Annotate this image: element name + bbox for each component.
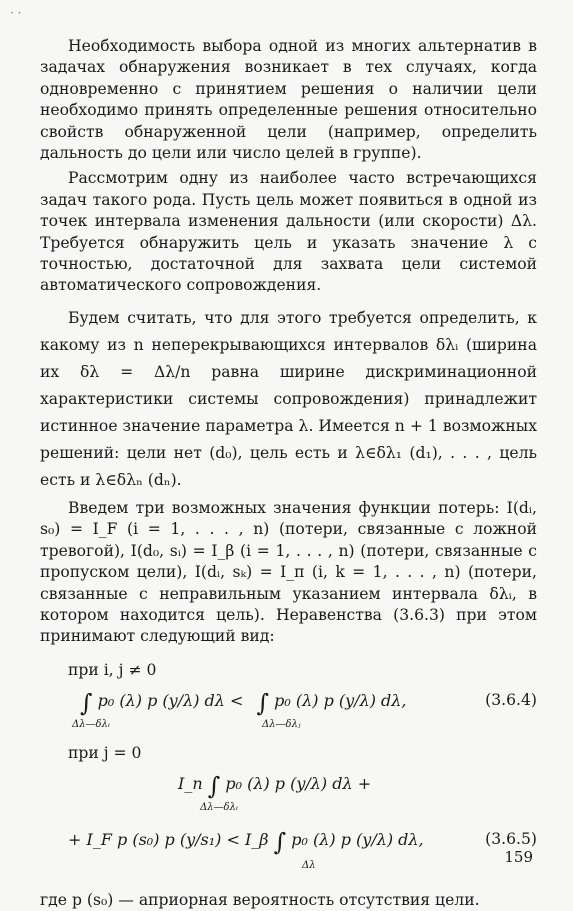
equation-3-6-5-line-2 [40, 820, 537, 876]
closing-line: где p (s₀) — априорная вероятность отсутствия цели. [40, 890, 480, 909]
equation-number-3-6-4: (3.6.4) [485, 690, 537, 709]
paragraph-4: Введем три возможных значения функции потерь: I(dᵢ, s₀) = I_F (i = 1, . . . , n) (потери, связанные с ложной тревогой), I(d₀, sᵢ) = I_β (i = 1, . . . , n) (потери, связанные с пропуском цели), I(dᵢ, sₖ) = I_п (i, k = 1, . . . , n) (потери, связанные с неправильным указанием интервала δλᵢ, в котором находится цель). Неравенства (3.6.3) при этом принимают следующий вид: [40, 498, 537, 646]
equation-3-6-5-line-1-text: p₀ (λ) p (y/λ) dλ + [225, 773, 372, 793]
equation-3-6-4-lower-left: Δλ—δλᵢ [72, 718, 110, 730]
equation-3-6-5-line-1 [40, 764, 537, 816]
equation-3-6-5-lower-2: Δλ [302, 859, 316, 871]
corner-mark: · · [10, 6, 22, 20]
equation-number-3-6-5: (3.6.5) [485, 829, 537, 848]
integral-sign: ∫ [256, 688, 270, 717]
paragraph-3: Будем считать, что для этого требуется определить, к какому из n неперекрывающихся интервалов δλᵢ (ширина их δλ = Δλ/n равна ширине дискриминационной характеристики системы сопровождения) принадлежит истинное значение параметра λ. Имеется n + 1 возможных решений: цели нет (d₀), цель есть и λ∈δλ₁ (d₁), . . . , цель есть и λ∈δλₙ (dₙ). [40, 308, 537, 489]
integral-sign: ∫ [207, 771, 221, 800]
equation-3-6-4 [40, 681, 537, 737]
equation-3-6-4-lower-right: Δλ—δλⱼ [262, 718, 301, 730]
condition-first: при i, j ≠ 0 [68, 660, 157, 679]
equation-3-6-4-body [80, 689, 407, 717]
integral-sign: ∫ [80, 688, 93, 717]
equation-3-6-5-line-2-body [68, 828, 424, 856]
equation-3-6-5-line-2-tail: p₀ (λ) p (y/λ) dλ, [291, 829, 424, 849]
paragraph-2: Рассмотрим одну из наиболее часто встречающихся задач такого рода. Пусть цель может появиться в одной из точек интервала изменения дальности (или скорости) Δλ. Требуется обнаружить цель и указать значение λ с точностью, достаточной для захвата цели системой автоматического сопровождения. [40, 169, 537, 295]
equation-3-6-5-line-2-text: + I_F p (s₀) p (y/s₁) < I_β [68, 829, 269, 849]
page-number: 159 [504, 848, 533, 866]
loss-symbol: I_п [178, 773, 203, 793]
equation-3-6-4-left: p₀ (λ) p (y/λ) dλ < [97, 690, 244, 710]
text-block [40, 36, 537, 911]
condition-second: при j = 0 [68, 743, 142, 762]
equation-3-6-5-lower-1: Δλ—δλᵢ [200, 801, 238, 813]
equation-3-6-4-right: p₀ (λ) p (y/λ) dλ, [274, 690, 407, 710]
paragraph-1: Необходимость выбора одной из многих альтернатив в задачах обнаружения возникает в тех случаях, когда одновременно с принятием решения о наличии цели необходимо принять определенные решения относительно свойств обнаруженной цели (например, определить дальность до цели или число целей в группе). [40, 37, 537, 163]
integral-sign: ∫ [273, 827, 287, 856]
equation-3-6-5-line-1-body [178, 772, 371, 800]
